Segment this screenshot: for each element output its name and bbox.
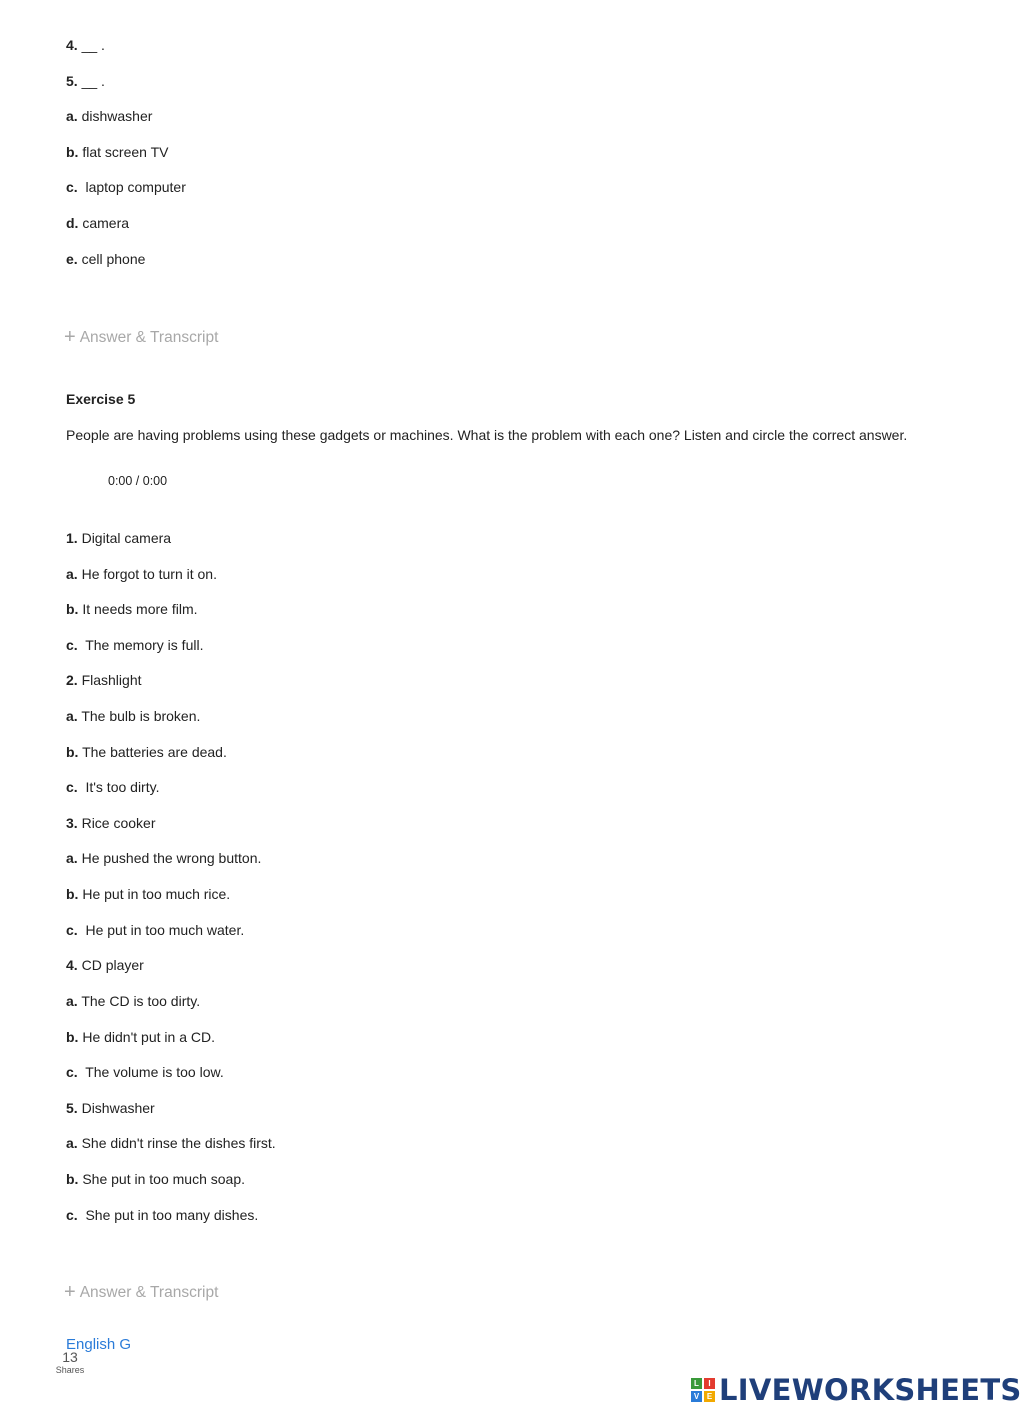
item-text: The bulb is broken.	[77, 708, 201, 724]
item-text: She put in too many dishes.	[77, 1207, 259, 1223]
option-item	[66, 1205, 258, 1225]
option-item	[66, 991, 200, 1011]
plus-icon: +	[64, 1281, 76, 1303]
question-item	[66, 813, 156, 833]
option-item	[66, 777, 159, 797]
option-text: camera	[78, 215, 130, 231]
question-item	[66, 528, 171, 548]
audio-time: 0:00 / 0:00	[108, 474, 168, 488]
share-counter[interactable]	[55, 1349, 85, 1375]
option-item	[66, 213, 129, 233]
item-key: 3.	[66, 815, 78, 831]
item-text: He put in too much rice.	[78, 886, 231, 902]
item-key: b.	[66, 601, 79, 617]
option-item	[66, 1062, 224, 1082]
item-key: b.	[66, 1171, 79, 1187]
item-key: 4.	[66, 957, 78, 973]
item-text: The CD is too dirty.	[77, 993, 201, 1009]
toggle-label: Answer & Transcript	[79, 1284, 219, 1301]
exercise-title: Exercise 5	[66, 391, 136, 407]
plus-icon: +	[64, 326, 76, 348]
question-item	[66, 35, 105, 55]
option-letter: b.	[66, 144, 79, 160]
question-item	[66, 670, 142, 690]
question-item	[66, 71, 105, 91]
option-item	[66, 106, 152, 126]
item-text: She didn't rinse the dishes first.	[77, 1135, 276, 1151]
blank: __ .	[77, 37, 105, 53]
item-text: It's too dirty.	[77, 779, 160, 795]
option-letter: c.	[66, 179, 78, 195]
item-key: 1.	[66, 530, 78, 546]
item-key: a.	[66, 566, 78, 582]
option-item	[66, 1133, 276, 1153]
item-number: 4.	[66, 37, 78, 53]
option-item	[66, 564, 217, 584]
option-item	[66, 599, 198, 619]
item-key: 2.	[66, 672, 78, 688]
item-key: 5.	[66, 1100, 78, 1116]
partial-link[interactable]	[66, 1332, 186, 1353]
option-item	[66, 249, 145, 269]
liveworksheets-logo	[691, 1374, 1022, 1406]
option-item	[66, 1027, 215, 1047]
item-text: The volume is too low.	[77, 1064, 224, 1080]
option-item	[66, 142, 168, 162]
option-item	[66, 177, 186, 197]
item-text: Dishwasher	[77, 1100, 155, 1116]
item-key: c.	[66, 922, 78, 938]
partial-link-text: English G	[66, 1336, 132, 1353]
item-text: Digital camera	[77, 530, 172, 546]
item-text: The memory is full.	[77, 637, 204, 653]
item-text: She put in too much soap.	[78, 1171, 246, 1187]
item-text: He put in too much water.	[77, 922, 245, 938]
share-label: Shares	[55, 1365, 85, 1375]
option-text: dishwasher	[77, 108, 153, 124]
answer-transcript-toggle[interactable]	[64, 326, 218, 348]
item-text: The batteries are dead.	[78, 744, 227, 760]
item-key: c.	[66, 1207, 78, 1223]
audio-player[interactable]	[66, 468, 326, 498]
logo-word: LIVEWORKSHEETS	[719, 1373, 1022, 1407]
item-text: It needs more film.	[78, 601, 198, 617]
item-text: He didn't put in a CD.	[78, 1029, 215, 1045]
share-count: 13	[62, 1349, 78, 1365]
exercise-instruction: People are having problems using these gadgets or machines. What is the problem with each one? Listen and circle the correct answer.	[66, 427, 908, 443]
question-item	[66, 955, 144, 975]
item-key: a.	[66, 850, 78, 866]
option-item	[66, 706, 200, 726]
option-text: cell phone	[77, 251, 146, 267]
option-text: flat screen TV	[78, 144, 169, 160]
item-key: b.	[66, 1029, 79, 1045]
logo-letter: L	[691, 1378, 702, 1389]
item-key: c.	[66, 637, 78, 653]
item-key: a.	[66, 708, 78, 724]
item-key: a.	[66, 993, 78, 1009]
item-key: c.	[66, 1064, 78, 1080]
logo-letter: E	[704, 1391, 715, 1402]
item-text: Rice cooker	[77, 815, 156, 831]
option-item	[66, 884, 230, 904]
option-item	[66, 1169, 245, 1189]
item-key: a.	[66, 1135, 78, 1151]
item-key: b.	[66, 886, 79, 902]
item-number: 5.	[66, 73, 78, 89]
option-letter: e.	[66, 251, 78, 267]
answer-transcript-toggle[interactable]	[64, 1281, 218, 1303]
blank: __ .	[77, 73, 105, 89]
logo-grid-icon	[691, 1378, 715, 1402]
toggle-label: Answer & Transcript	[79, 329, 219, 346]
option-letter: d.	[66, 215, 79, 231]
logo-letter: I	[704, 1378, 715, 1389]
logo-letter: V	[691, 1391, 702, 1402]
option-letter: a.	[66, 108, 78, 124]
item-text: He pushed the wrong button.	[77, 850, 262, 866]
item-key: c.	[66, 779, 78, 795]
option-item	[66, 848, 261, 868]
item-text: He forgot to turn it on.	[77, 566, 217, 582]
item-text: CD player	[77, 957, 144, 973]
item-key: b.	[66, 744, 79, 760]
option-item	[66, 920, 244, 940]
option-item	[66, 742, 227, 762]
option-item	[66, 635, 203, 655]
option-text: laptop computer	[77, 179, 186, 195]
item-text: Flashlight	[77, 672, 142, 688]
question-item	[66, 1098, 155, 1118]
